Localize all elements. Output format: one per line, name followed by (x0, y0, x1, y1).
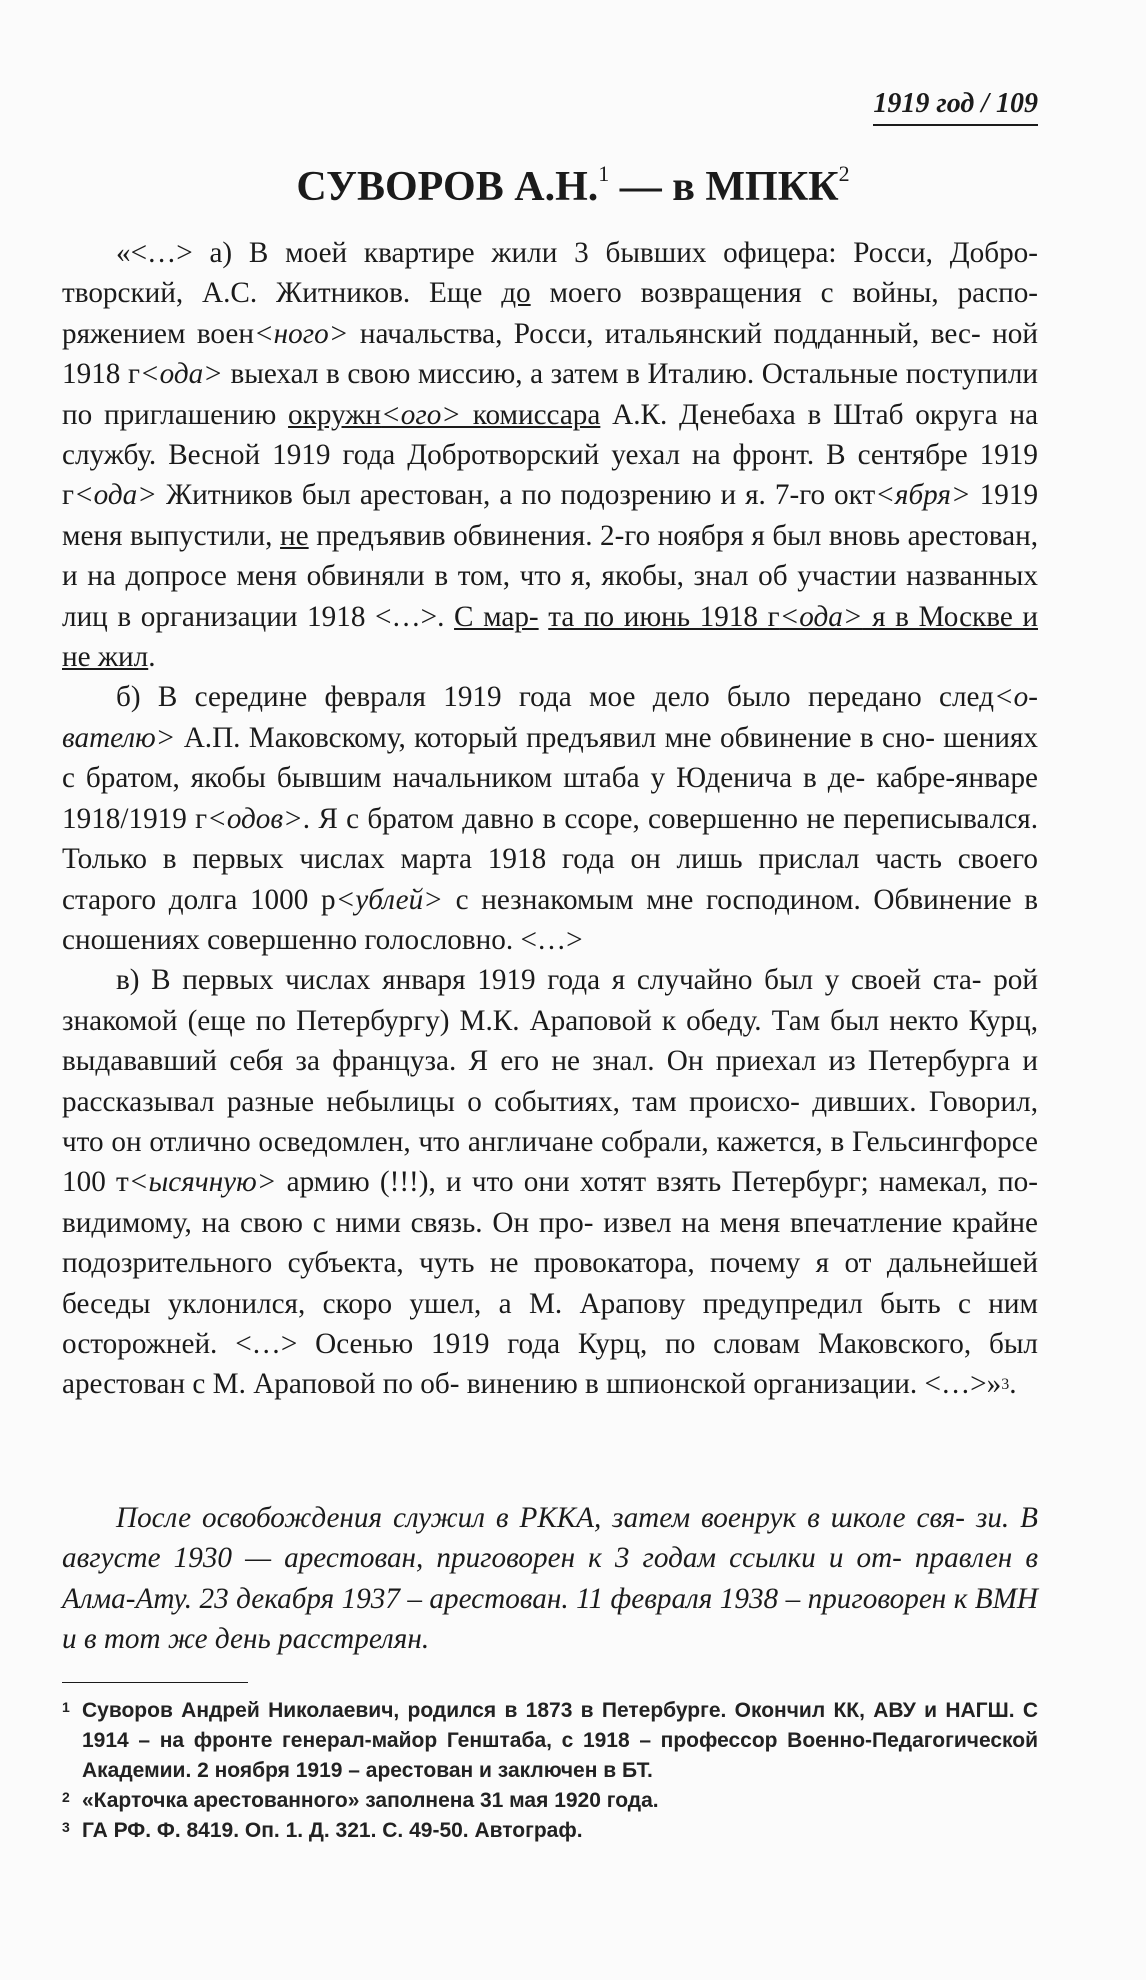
title-suffix: — в МПКК (609, 164, 839, 210)
footnote-1: 1 Суворов Андрей Николаевич, родился в 1873 в Петербурге. Окончил КК, АВУ и НАГШ. С 1914 – на фронте генерал-майор Генштаба, с 1918 – профессор Военно-Педагогической Академии. 2 ноября 1919 – арестован и заключен в БТ. (62, 1699, 1038, 1782)
page-title (0, 163, 1146, 211)
biographical-note: После освобождения служил в РККА, затем военрук в школе свя- зи. В августе 1930 — арестован, приговорен к 3 годам ссылки и от- правлен в Алма-Ату. 23 декабря 1937 – арестован. 11 февраля 1938 – приговорен к ВМН и в тот же день расстрелян. (62, 1502, 1038, 1656)
paragraph-c: в) В первых числах января 1919 года я случайно был у своей ста- рой знакомой (еще по Петербургу) М.К. Араповой к обеду. Там был некто Курц, выдававший себя за француза. Я его не знал. Он приехал из Петербурга и рассказывал разные небылицы о событиях, там происхо- дивших. Говорил, что он отлично осведомлен, что англичане собрали, кажется, в Гельсингфорсе 100 т<ысячную> армию (!!!), и что они хотят взять Петербург; намекал, по-видимому, на свою с ними связь. Он про- извел на меня впечатление крайне подозрительного субъекта, чуть не провокатора, почему я от дальнейшей беседы уклонился, скоро ушел, а М. Арапову предупредил быть с ним осторожней. <…> Осенью 1919 года Курц, по словам Маковского, был арестован с М. Араповой по об- винению в шпионской организации. <…>»$^3$. (62, 964, 1039, 1401)
letter-body (62, 233, 1038, 1410)
footnote-divider (62, 1682, 248, 1683)
running-head: 1919 год / 109 (873, 88, 1038, 126)
footnote-ref-3: 3 (1001, 1376, 1010, 1394)
footnote-3: 3 ГА РФ. Ф. 8419. Оп. 1. Д. 321. С. 49-50. Автограф. (62, 1819, 583, 1842)
footnote-ref-2: 2 (838, 161, 850, 186)
footnotes (62, 1696, 1038, 1846)
footnote-ref-1: 1 (598, 161, 610, 186)
paragraph-b: б) В середине февраля 1919 года мое дело было передано след<о- вателю> А.П. Маковскому, который предъявил мне обвинение в сно- шениях с братом, якобы бывшим начальником штаба у Юденича в де- кабре-январе 1918/1919 г<одов>. Я с братом давно в ссоре, совершенно не переписывался. Только в первых числах марта 1918 года он лишь прислал часть своего старого долга 1000 р<ублей> с незнакомым мне господином. Обвинение в сношениях совершенно голословно. <…> (62, 681, 1038, 956)
paragraph-a: «<…> а) В моей квартире жили 3 бывших офицера: Росси, Добро- творский, А.С. Житников. Еще до моего возвращения с войны, распо- ряжением воен<ного> начальства, Росси, итальянский подданный, вес- ной 1918 г<ода> выехал в свою миссию, а затем в Италию. Остальные поступили по приглашению окружн<ого> комиссара А.К. Денебаха в Штаб округа на службу. Весной 1919 года Добротворский уехал на фронт. В сентябре 1919 г<ода> Житников был арестован, а по подозрению и я. 7-го окт<ября> 1919 меня выпустили, не предъявив обвинения. 2-го ноября я был вновь арестован, и на допросе меня обвиняли в том, что я, якобы, знал об участии названных лиц в организации 1918 <…>. С мар- та по июнь 1918 г<ода> я в Москве и не жил. (62, 237, 1039, 674)
footnote-2: 2 «Карточка арестованного» заполнена 31 мая 1920 года. (62, 1789, 659, 1812)
title-name: СУВОРОВ А.Н. (296, 164, 599, 210)
